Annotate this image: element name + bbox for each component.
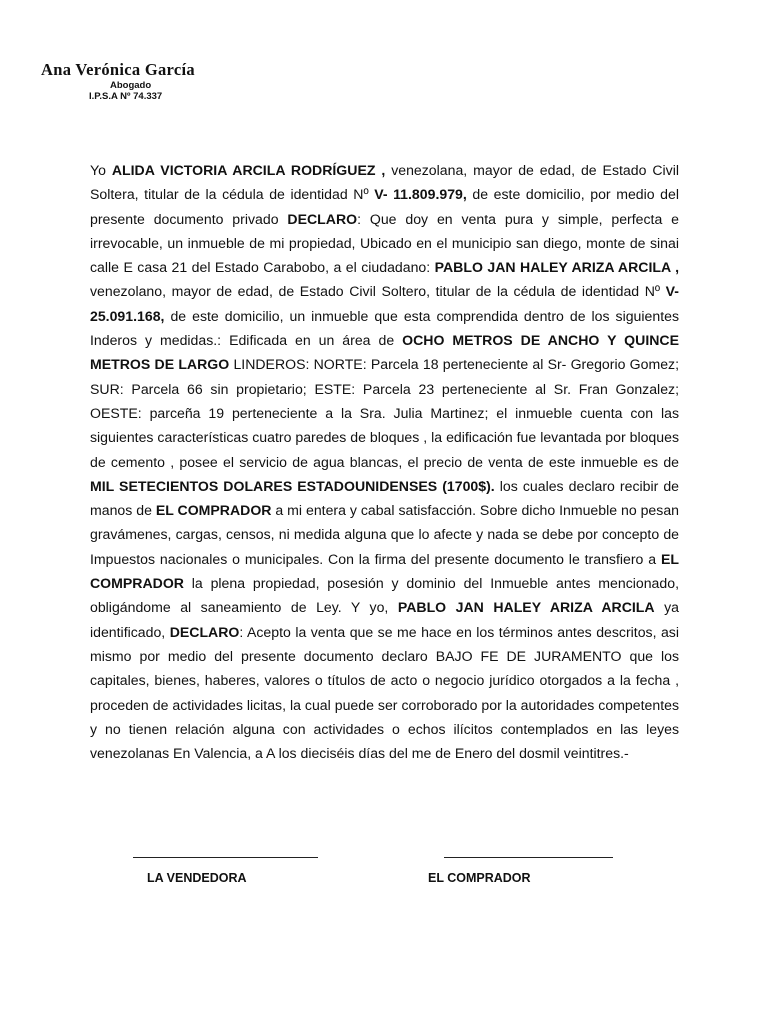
body-text: los cuales declaro recibir de manos de xyxy=(90,477,680,519)
declaration-keyword: DECLARO xyxy=(287,210,358,227)
body-text: Yo xyxy=(90,162,112,178)
buyer-role: EL COMPRADOR xyxy=(155,502,272,519)
buyer-signature-label: EL COMPRADOR xyxy=(428,871,531,885)
lawyer-name: Ana Verónica García xyxy=(41,60,195,79)
body-text: venezolana, mayor de edad, de Estado Civil Soltera, titular de la cédula de identidad Nº xyxy=(90,162,679,203)
declaration-keyword: DECLARO xyxy=(169,623,240,640)
sale-price: MIL SETECIENTOS DOLARES ESTADOUNIDENSES (1700$). xyxy=(90,477,495,494)
seller-signature-line xyxy=(133,857,318,858)
body-text: ya identificado, xyxy=(90,599,679,640)
buyer-name: PABLO JAN HALEY ARIZA ARCILA xyxy=(397,599,655,616)
body-text: venezolano, mayor de edad, de Estado Civil Soltero, titular de la cédula de identidad Nº xyxy=(90,283,666,300)
lawyer-title: Abogado xyxy=(110,80,152,91)
body-text: de este domicilio, por medio del presente documento privado xyxy=(90,186,679,227)
lawyer-registration: I.P.S.A Nº 74.337 xyxy=(89,91,163,102)
buyer-id-number: V- 25.091.168, xyxy=(90,283,679,324)
seller-name: ALIDA VICTORIA ARCILA RODRÍGUEZ , xyxy=(111,162,386,178)
body-text: la plena propiedad, posesión y dominio del Inmueble antes mencionado, obligándome al saneamiento de Ley. Y yo, xyxy=(90,575,679,616)
body-text: de este domicilio, un inmueble que esta comprendida dentro de los siguientes Inderos y medidas.: Edificada en un área de xyxy=(90,307,679,349)
body-text: : Que doy en venta pura y simple, perfecta e irrevocable, un inmueble de mi propiedad, Ubicado en el municipio san diego, monte de sinai calle E casa 21 del Estado Carabobo, a el ciudadano: xyxy=(90,210,679,276)
seller-id-number: V- 11.809.979, xyxy=(374,186,467,203)
body-text: : Acepto la venta que se me hace en los términos antes descritos, asi mismo por medio del presente documento declaro BAJO FE DE JURAMENTO que los capitales, bienes, haberes, valores o títulos de acto o negocio jurídico otorgados a la fecha , proceden de actividades licitas, la cual puede ser corroborado por la autoridades competentes y no tienen relación alguna con actividades o echos ilícitos contemplados en las leyes venezolanas En Valencia, a A los dieciséis días del me de Enero del dosmil veintitres.- xyxy=(90,623,679,762)
seller-signature-label: LA VENDEDORA xyxy=(147,871,247,885)
buyer-signature-line xyxy=(444,857,613,858)
property-dimensions: OCHO METROS DE ANCHO Y QUINCE METROS DE LARGO xyxy=(90,332,679,373)
buyer-name: PABLO JAN HALEY ARIZA ARCILA , xyxy=(434,259,680,276)
buyer-role: EL COMPRADOR xyxy=(90,550,679,592)
letterhead xyxy=(41,60,195,102)
body-text: LINDEROS: NORTE: Parcela 18 perteneciente al Sr- Gregorio Gomez; SUR: Parcela 66 sin propietario; ESTE: Parcela 23 perteneciente al Sr. Fran Gonzalez; OESTE: parceña 19 perteneciente a la Sra. Julia Martinez; el inmueble cuenta con las siguientes características cuatro paredes de bloques , la edificación fue levantada por bloques de cemento , posee el servicio de agua blancas, el precio de venta de este inmueble es de xyxy=(90,356,679,470)
document-body xyxy=(90,158,679,765)
body-text: a mi entera y cabal satisfacción. Sobre dicho Inmueble no pesan gravámenes, cargas, censos, ni medida alguna que lo afecte y nada se debe por concepto de Impuestos nacionales o municipales. Con la firma del presente documento le transfiero a xyxy=(90,502,679,567)
